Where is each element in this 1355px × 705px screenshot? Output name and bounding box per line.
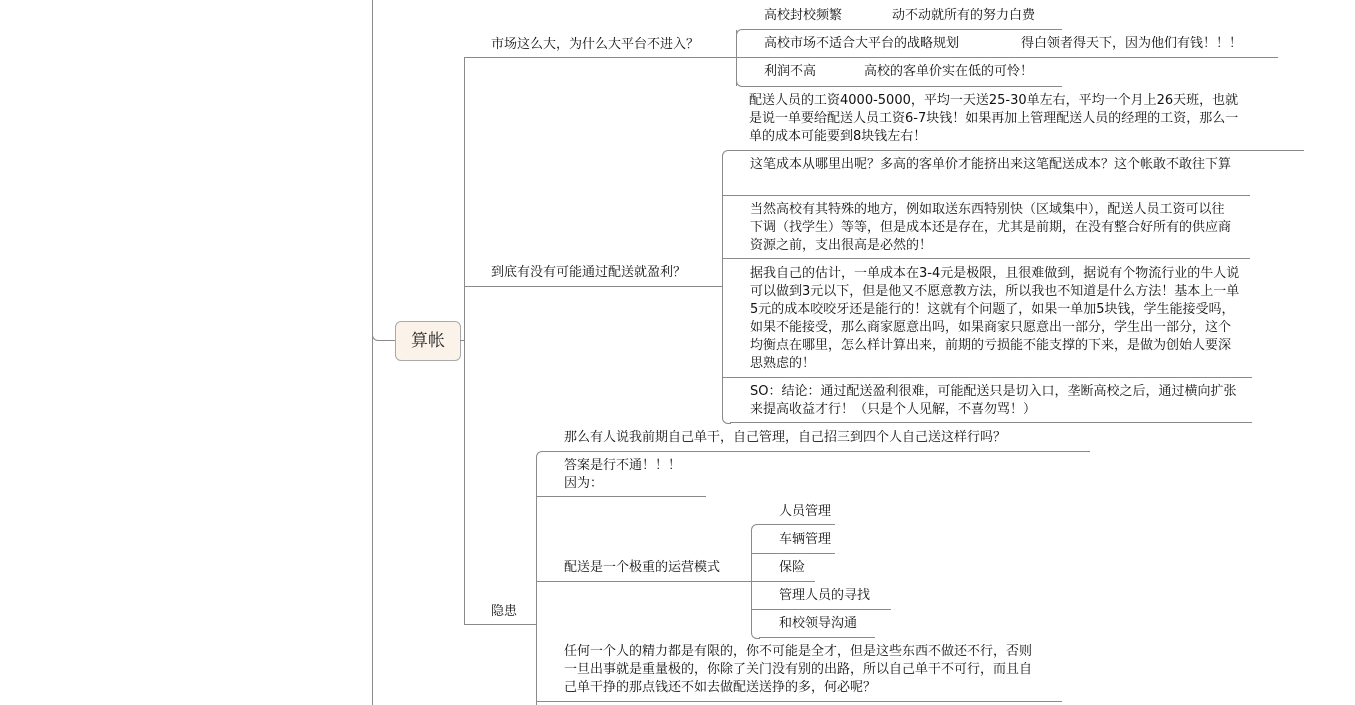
item-underline <box>722 377 1252 378</box>
root-node[interactable]: 算帐 <box>395 321 461 361</box>
item-underline <box>544 451 1090 452</box>
heavy-item-2[interactable]: 车辆管理 <box>779 532 832 547</box>
heavy-item-1[interactable]: 人员管理 <box>779 504 832 519</box>
sub-spine <box>751 530 752 630</box>
item-underline <box>722 195 1250 196</box>
item-underline <box>736 57 1278 58</box>
item-underline <box>536 701 1062 702</box>
item-underline <box>759 637 875 638</box>
market-item-3-note[interactable]: 高校的客单价实在低的可怜！ <box>864 64 1034 79</box>
risk-answer[interactable]: 答案是行不通！！！ <box>564 458 682 473</box>
branch-spine <box>464 57 465 625</box>
item-underline <box>744 29 1062 30</box>
market-item-2-note[interactable]: 得白领者得天下，因为他们有钱！！！ <box>1021 36 1243 51</box>
branch-underline <box>464 286 722 287</box>
branch-market[interactable]: 市场这么大，为什么大平台不进入？ <box>491 37 700 52</box>
market-item-1[interactable]: 高校封校频繁 <box>764 8 843 23</box>
connector <box>751 524 760 533</box>
connector <box>722 150 731 159</box>
item-underline <box>722 258 1250 259</box>
heavy-item-3[interactable]: 保险 <box>779 560 806 575</box>
heavy-item-4[interactable]: 管理人员的寻找 <box>779 588 871 603</box>
item-underline <box>751 553 835 554</box>
trunk-line <box>372 0 373 705</box>
item-underline <box>751 609 891 610</box>
market-item-3[interactable]: 利润不高 <box>764 64 817 79</box>
risk-question[interactable]: 那么有人说我前期自己单干，自己管理，自己招三到四个人自己送这样行吗？ <box>564 430 1007 445</box>
heavy-model-node[interactable]: 配送是一个极重的运营模式 <box>564 560 721 575</box>
connector <box>380 340 395 341</box>
market-item-1-note[interactable]: 动不动就所有的努力白费 <box>892 8 1036 23</box>
branch-underline <box>464 57 736 58</box>
item-underline <box>730 150 1304 151</box>
risk-answer-because[interactable]: 因为： <box>564 476 604 491</box>
profit-note-4[interactable]: 据我自己的估计，一单成本在3-4元是极限，且很难做到，据说有个物流行业的牛人说可以做到3元以下，但是他又不愿意教方法，所以我也不知道是什么方法！基本上一单5元的成本咬咬牙还是能行的！这就有个问题了，如果一单加5块钱，学生能接受吗，如果不能接受，那么商家愿意出吗，如果商家只愿意出一部分，学生出一部分，这个均衡点在哪里，怎么样计算出来，前期的亏损能不能支撑的下来，是做为创始人要深思熟虑的！ <box>750 266 1240 371</box>
item-underline <box>751 581 815 582</box>
item-underline <box>536 496 706 497</box>
profit-note-3[interactable]: 当然高校有其特殊的地方，例如取送东西特别快（区域集中），配送人员工资可以往下调（找学生）等等，但是成本还是存在，尤其是前期，在没有整合好所有的供应商资源之前，支出很高是必然的！ <box>750 202 1232 253</box>
branch-risk[interactable]: 隐患 <box>491 604 518 619</box>
heavy-item-5[interactable]: 和校领导沟通 <box>779 616 858 631</box>
item-underline <box>744 86 1062 87</box>
item-underline <box>536 581 751 582</box>
branch-profit[interactable]: 到底有没有可能通过配送就盈利？ <box>491 265 687 280</box>
profit-note-2[interactable]: 这笔成本从哪里出呢？多高的客单价才能挤出来这笔配送成本？这个帐敢不敢往下算 <box>750 157 1232 172</box>
profit-conclusion[interactable]: SO：结论：通过配送盈利很难，可能配送只是切入口，垄断高校之后，通过横向扩张来提高收益才行！（只是个人见解，不喜勿骂！） <box>750 384 1237 417</box>
item-underline <box>759 524 835 525</box>
branch-underline <box>464 624 536 625</box>
profit-note-1[interactable]: 配送人员的工资4000-5000，平均一天送25-30单左右，平均一个月上26天班，也就是说一单要给配送人员工资6-7块钱！如果再加上管理配送人员的经理的工资，那么一单的成本可能要到8块钱左右！ <box>749 93 1239 144</box>
connector <box>536 451 545 460</box>
energy-note[interactable]: 任何一个人的精力都是有限的，你不可能是全才，但是这些东西不做还不行，否则一旦出事就是重量极的，你除了关门没有别的出路，所以自己单干不可行，而且自己单干挣的那点钱还不如去做配送送挣的多，何必呢？ <box>564 644 1033 695</box>
market-item-2[interactable]: 高校市场不适合大平台的战略规划 <box>764 36 960 51</box>
item-underline <box>730 422 1252 423</box>
connector <box>736 29 745 38</box>
